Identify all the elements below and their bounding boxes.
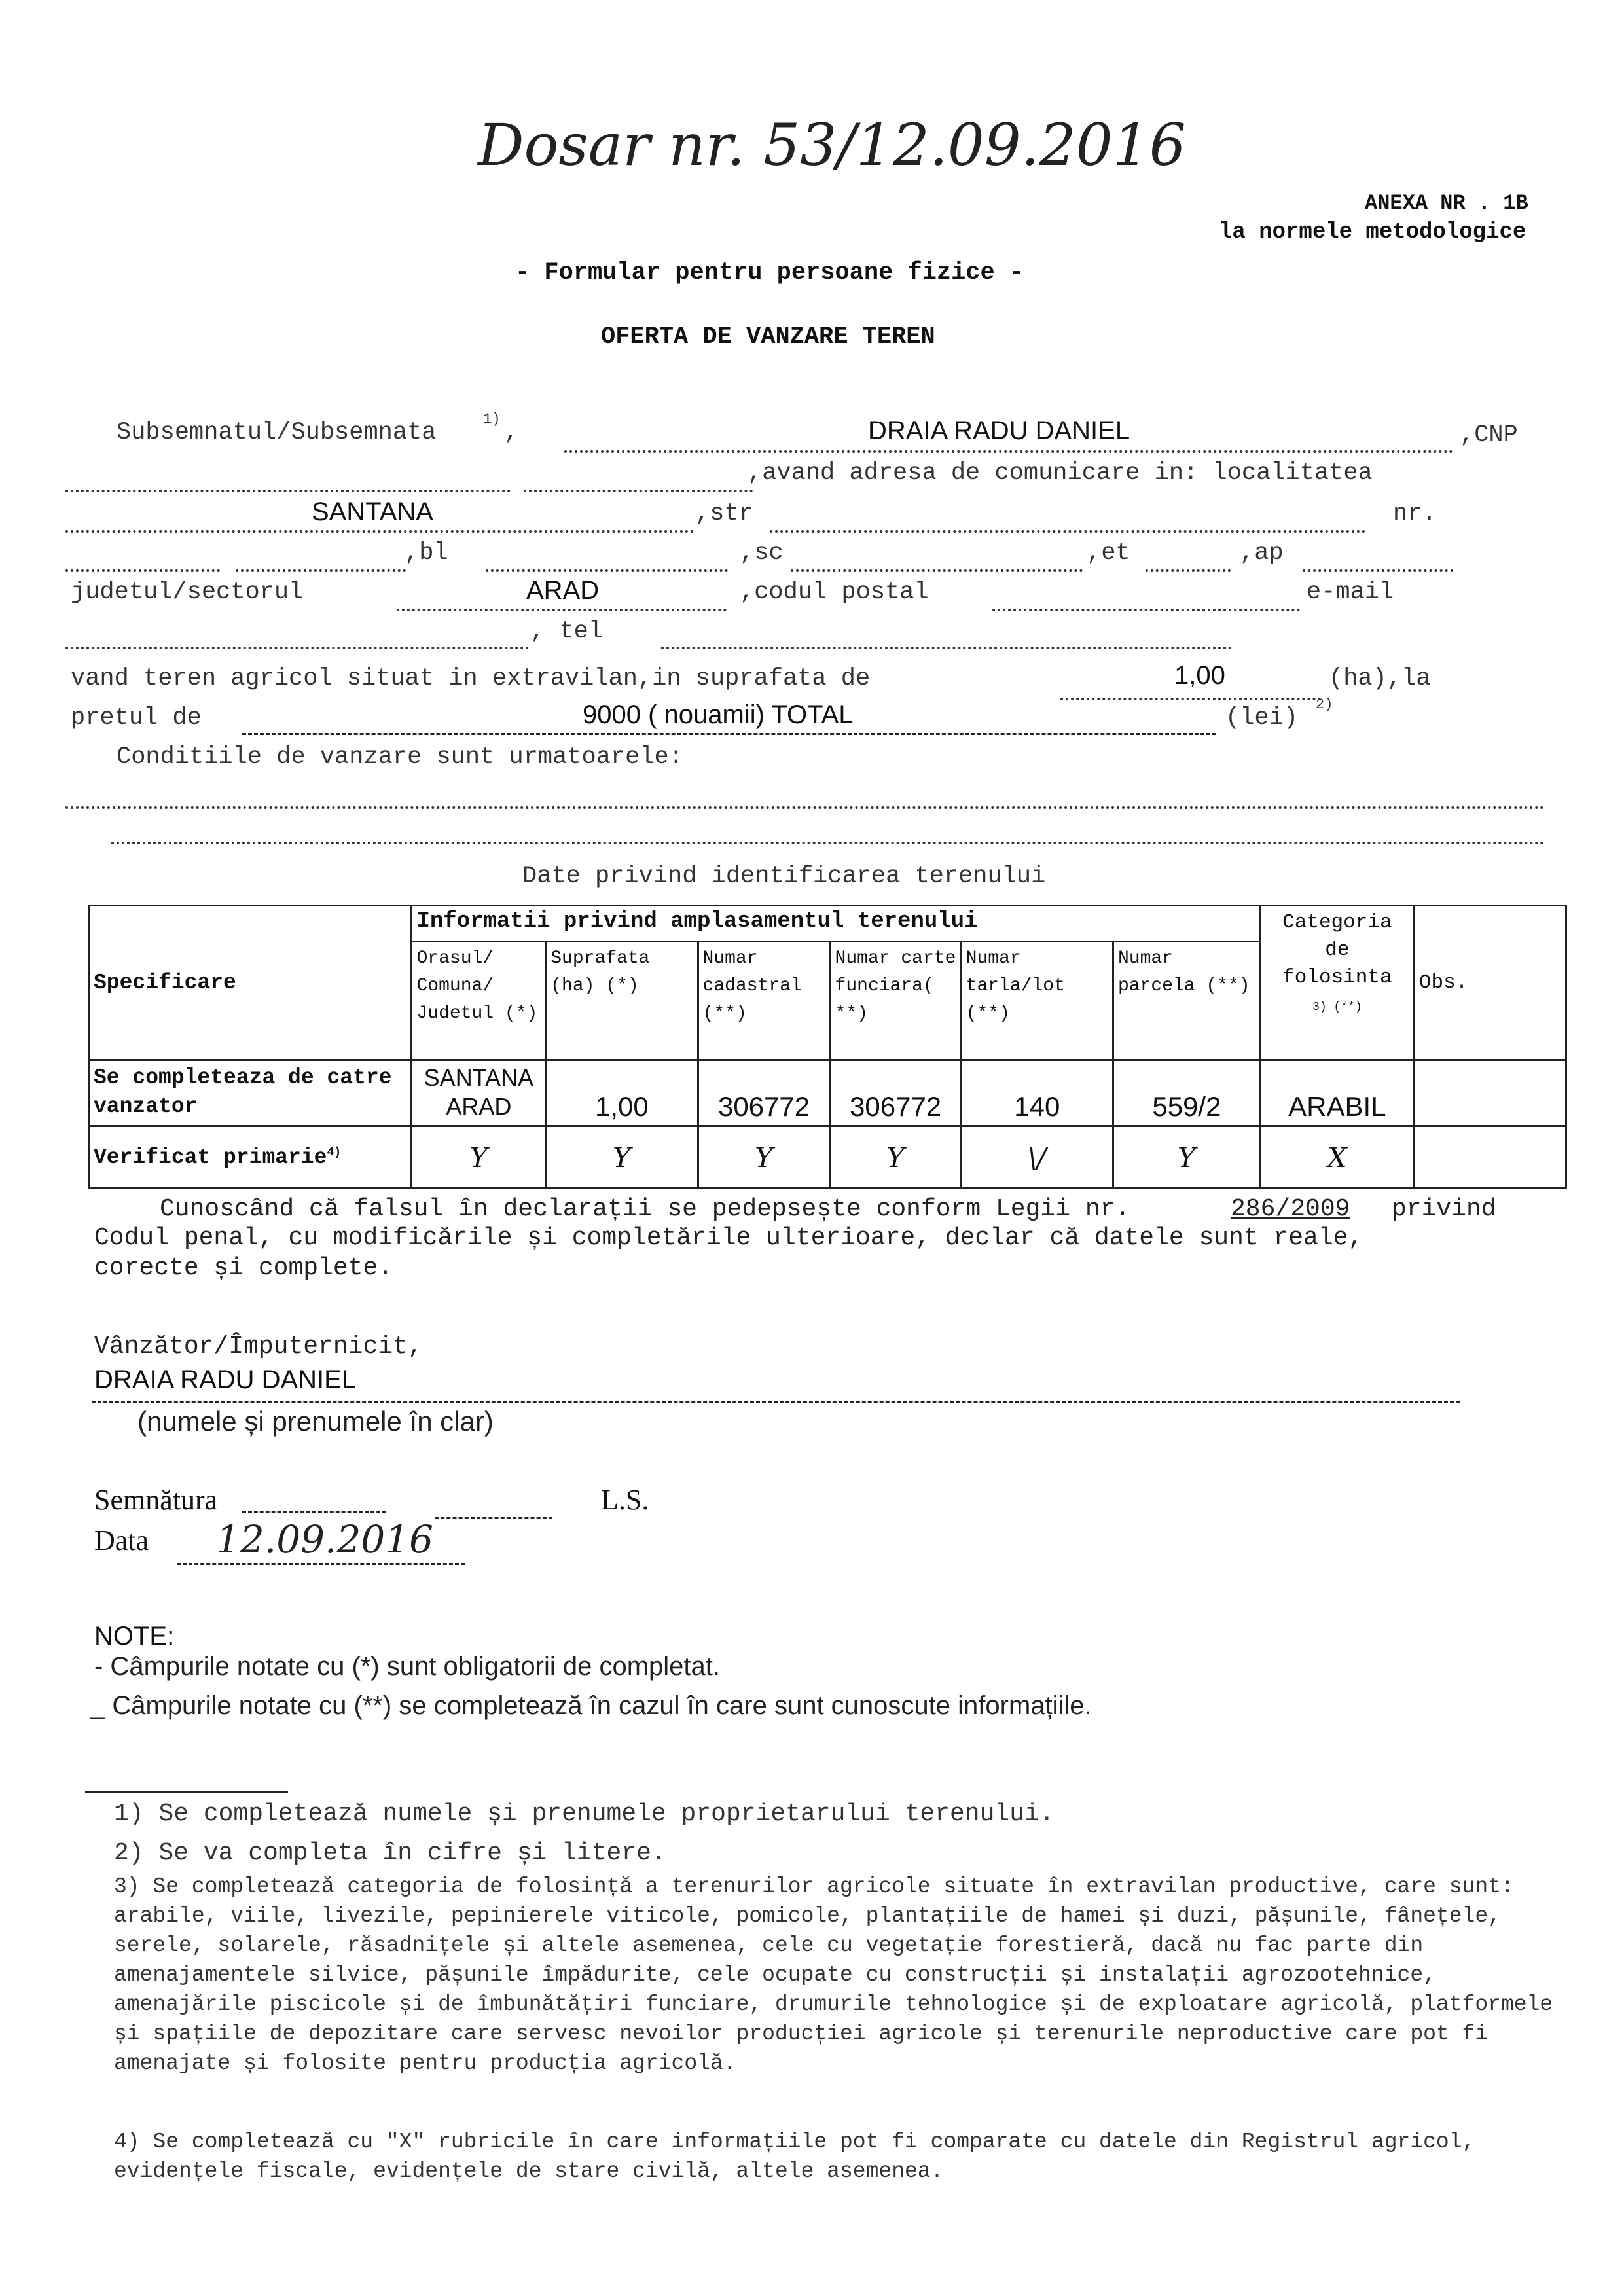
row-vanzator-categoria: ARABIL [1260, 1060, 1414, 1126]
subsemnatul-label: Subsemnatul/Subsemnata [117, 419, 437, 446]
note-line-1: - Câmpurile notate cu (*) sunt obligatorii de completat. [94, 1652, 721, 1681]
obs-header: Obs. [1414, 906, 1566, 1060]
note-line-2: _ Câmpurile notate cu (**) se completează în cazul în care sunt cunoscute informațiile. [90, 1691, 1092, 1720]
col-cadastral: Numar cadastral (**) [698, 942, 830, 1060]
seller-name-value: DRAIA RADU DANIEL [868, 416, 1130, 445]
footnote-1: 1) Se completează numele și prenumele proprietarului terenului. [114, 1800, 1055, 1828]
conditiile-line-1 [65, 806, 1545, 809]
lei-label: (lei) [1225, 704, 1299, 732]
row-primarie-mark-3: Y [698, 1126, 830, 1189]
row-vanzator-cadastral: 306772 [698, 1060, 830, 1126]
tel-line [661, 647, 1232, 649]
row-primarie-mark-6: Y [1113, 1126, 1260, 1189]
row-primarie-obs [1414, 1126, 1566, 1189]
declaration-line-2: Codul penal, cu modificările și completările ulterioare, declar că datele sunt reale, [94, 1224, 1363, 1252]
row-vanzator-label: Se completeaza de catre vanzator [89, 1060, 412, 1126]
formular-label: - Formular pentru persoane fizice - [515, 259, 1024, 287]
sc-line [791, 569, 1083, 572]
info-header: Informatii privind amplasamentul terenului [412, 906, 1260, 942]
row-vanzator-carte: 306772 [830, 1060, 961, 1126]
et-line [1146, 569, 1231, 572]
row-primarie-mark-2: Y [546, 1126, 698, 1189]
conditiile-label: Conditiile de vanzare sunt urmatoarele: [117, 744, 683, 771]
suprafata-line [1060, 698, 1321, 700]
col-tarla: Numar tarla/lot (**) [961, 942, 1113, 1060]
footnote-separator [85, 1791, 288, 1793]
tel-label: , tel [530, 618, 604, 645]
email-label: e-mail [1307, 579, 1394, 606]
row-primarie-mark-5: \/ [961, 1126, 1113, 1189]
lege-number: 286/2009 [1231, 1195, 1350, 1223]
str-label: ,str [695, 500, 753, 528]
note-title: NOTE: [94, 1622, 175, 1651]
semnatura-line-2 [435, 1517, 552, 1519]
vanzator-name-value: DRAIA RADU DANIEL [94, 1365, 357, 1394]
ls-label: L.S. [601, 1484, 649, 1516]
handwritten-dosar-number: Dosar nr. 53/12.09.2016 [478, 111, 1186, 179]
specificare-header: Specificare [89, 906, 412, 1060]
nr-label: nr. [1393, 500, 1437, 528]
row-vanzator-tarla: 140 [961, 1060, 1113, 1126]
cnp-line [65, 490, 511, 492]
normele-label: la normele metodologice [1219, 220, 1526, 245]
comma: , [504, 419, 519, 446]
footnote-1-marker: 1) [483, 411, 501, 427]
pretul-label: pretul de [71, 704, 202, 732]
cnp-label: ,CNP [1460, 422, 1518, 449]
anexa-label: ANEXA NR . 1B [1365, 191, 1528, 215]
row-primarie-mark-4: Y [830, 1126, 961, 1189]
vand-teren-label: vand teren agricol situat in extravilan,in suprafata de [71, 665, 871, 692]
pret-value: 9000 ( nouamii) TOTAL [583, 700, 854, 729]
ap-label: ,ap [1240, 539, 1284, 567]
land-identification-table [88, 905, 1567, 1189]
sc-label: ,sc [740, 539, 784, 567]
col-parcela: Numar parcela (**) [1113, 942, 1260, 1060]
data-label: Data [94, 1524, 149, 1556]
localitatea-value: SANTANA [312, 497, 433, 526]
row-vanzator-parcela: 559/2 [1113, 1060, 1260, 1126]
codul-postal-label: ,codul postal [740, 579, 929, 606]
pret-line [242, 733, 1216, 735]
row-primarie-mark-1: Y [412, 1126, 546, 1189]
page-title: OFERTA DE VANZARE TEREN [601, 323, 935, 351]
declaration-line-1a: Cunoscând că falsul în declarații se pedepsește conform Legii nr. [160, 1195, 1130, 1223]
col-suprafata: Suprafata (ha) (*) [546, 942, 698, 1060]
footnote-4: 4) Se completează cu "X" rubricile în care informațiile pot fi comparate cu datele din Registrul agricol, evidențele fiscale, evidențele de stare civilă, altele asemenea. [114, 2130, 1475, 2183]
footnote-2: 2) Se va completa în cifre și litere. [114, 1839, 666, 1867]
nr-line [65, 569, 220, 572]
nr-line-2 [236, 569, 406, 572]
col-oras: Orasul/ Comuna/ Judetul (*) [412, 942, 546, 1060]
ha-label: (ha),la [1329, 665, 1431, 692]
conditiile-line-2 [111, 842, 1545, 844]
row-vanzator-oras: SANTANA ARAD [412, 1060, 546, 1126]
vanzator-name-line [92, 1401, 1460, 1403]
row-vanzator-obs [1414, 1060, 1566, 1126]
semnatura-line-1 [242, 1511, 386, 1513]
table-caption: Date privind identificarea terenului [522, 863, 1046, 890]
et-label: ,et [1087, 539, 1130, 567]
str-line [770, 530, 1365, 533]
footnote-3: 3) Se completează categoria de folosință a terenurilor agricole situate în extravilan productive, care sunt: arabile, viile, livezile, pepinierele viticole, pomicole, plantațiile de hamei și duzi, pășunile, fânețele, serele, solarele, răsadnițele și altele asemenea, cele cu vegetație forestieră, dacă nu fac parte din amenajamentele silvice, pășunile împădurite, cele ocupate cu construcții și instalații agrozootehnice, amenajările piscicole și de îmbunătățiri funciare, drumurile tehnologice și de exploatare agricolă, platformele și spațiile de depozitare care servesc nevoilor producției agricole și terenurile neproductive care pot fi amenajate și folosite pentru producția agricolă. [114, 1874, 1553, 2075]
categoria-header: Categoria de folosinta 3) (**) [1260, 906, 1414, 1060]
footnote-2-marker: 2) [1316, 696, 1333, 713]
row-primarie-mark-7: X [1260, 1126, 1414, 1189]
col-carte: Numar carte funciara( **) [830, 942, 961, 1060]
suprafata-value: 1,00 [1174, 661, 1225, 690]
name-line [564, 450, 1453, 453]
semnatura-label: Semnătura [94, 1484, 218, 1516]
data-line [177, 1563, 465, 1565]
judetul-label: judetul/sectorul [71, 579, 304, 606]
row-vanzator-suprafata: 1,00 [546, 1060, 698, 1126]
bl-line [486, 569, 728, 572]
declaration-line-3: corecte și complete. [94, 1254, 393, 1282]
data-value: 12.09.2016 [216, 1517, 434, 1562]
bl-label: ,bl [405, 539, 448, 567]
cnp-line-2 [524, 490, 753, 492]
judetul-value: ARAD [526, 576, 600, 605]
localitatea-line [65, 530, 694, 533]
numele-label: (numele și prenumele în clar) [137, 1406, 494, 1437]
email-line [65, 647, 529, 649]
ap-line [1303, 569, 1453, 572]
declaration-line-1b: privind [1392, 1195, 1496, 1223]
vanzator-label: Vânzător/Împuternicit, [94, 1333, 423, 1361]
row-primarie-label: Verificat primarie$^{4)}$ [89, 1126, 412, 1189]
avand-label: ,avand adresa de comunicare in: localitatea [748, 459, 1373, 487]
codul-postal-line [992, 609, 1300, 611]
judetul-line [397, 609, 727, 611]
